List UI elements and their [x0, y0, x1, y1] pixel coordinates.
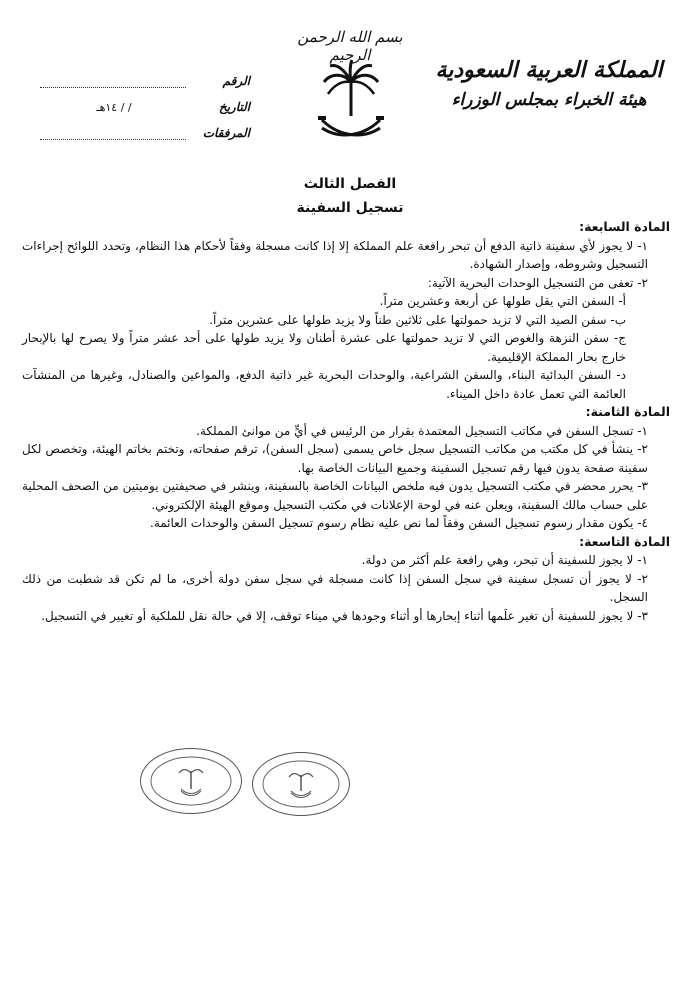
item-text: ينشأ في كل مكتب من مكاتب التسجيل سجل خاص يسمى (سجل السفن)، ترقم صفحاته، وتختم بخاتم الهيئة، وتخصص لكل سفينة صفحة يدون فيها رقم تسجيل السفينة وجميع البيانات الخاصة بها.: [22, 442, 648, 475]
chapter-number: الفصل الثالث: [303, 176, 397, 192]
number-line: [40, 75, 186, 88]
article-item: [22, 551, 648, 570]
number-row: [40, 62, 250, 88]
sub-item: [22, 366, 626, 403]
kingdom-name: المملكة العربية السعودية: [435, 57, 663, 83]
article-item: [22, 274, 648, 293]
item-number: ١-: [637, 238, 648, 253]
attachments-row: [40, 114, 250, 140]
attachments-label: المرفقات: [202, 126, 250, 140]
article-item: [22, 477, 648, 514]
item-text: تعفى من التسجيل الوحدات البحرية الآتية:: [427, 275, 634, 290]
seal-emblem-icon: [141, 749, 241, 813]
sub-item: [22, 329, 626, 366]
item-number: ٤-: [637, 516, 648, 530]
date-value: / / ١٤هـ: [96, 101, 132, 114]
item-number: ٢-: [637, 571, 648, 586]
official-seal: [140, 748, 242, 814]
reference-block: [40, 62, 250, 140]
date-row: [40, 88, 250, 114]
item-text: لا يجوز للسفينة أن تبحر، وهي رافعة علم أكثر من دولة.: [361, 553, 634, 567]
article-item: [22, 422, 648, 441]
item-text: لا يجوز لأي سفينة ذاتية الدفع أن تبحر رافعة علم المملكة إلا إذا كانت مسجلة وفقاً لأحكام هذا النظام، وتحدد اللوائح إجراءات التسجيل وشروطه، وإصدار الشهادة.: [22, 238, 648, 271]
item-text: لا يجوز للسفينة أن تغير علَمها أثناء إبحارها أو أثناء وجودها في ميناء توقف، إلا في حالة نقل للملكية أو تغيير في التسجيل.: [41, 608, 634, 623]
sub-item-text: سفن النزهة والغوص التي لا تزيد حمولتها على عشرة أطنان ولا يزيد طولها على أحد عشر متراً ولا يصرح لها بالإبحار خارج بحار المملكة الإقليمية.: [22, 331, 626, 364]
item-number: ١-: [637, 423, 648, 438]
article-heading: المادة السابعة:: [579, 219, 670, 234]
sub-item-number: ب-: [610, 312, 626, 327]
attachments-line: [40, 127, 186, 140]
saudi-emblem-icon: [316, 58, 386, 148]
seal-emblem-icon: [253, 753, 349, 815]
sub-item-text: السفن التي يقل طولها عن أربعة وعشرين متراً.: [379, 294, 615, 308]
sub-item-number: ج-: [613, 331, 626, 345]
sub-item-number: د-: [616, 368, 626, 382]
item-text: يحرر محضر في مكتب التسجيل يدون فيه ملخص البيانات الخاصة بالسفينة، وينشر في صحيفتين يوميتين من الصحف المحلية على حساب مالك السفينة، ويعلن عنه في لوحة الإعلانات في مكتب التسجيل وموقع الهيئة الإلكتروني.: [22, 479, 648, 512]
sub-item-text: السفن البدائية البناء، والسفن الشراعية، والوحدات البحرية غير ذاتية الدفع، والمواعين والصنادل، وغيرها من المنشآت العائمة التي تعمل عادة داخل الميناء.: [22, 368, 626, 401]
article-item: [22, 237, 648, 274]
item-text: يكون مقدار رسوم تسجيل السفن وفقاً لما نص عليه نظام رسوم تسجيل السفن والوحدات العائمة.: [150, 516, 634, 530]
article-item: [22, 514, 648, 533]
article-item: [22, 570, 648, 607]
item-text: تسجل السفن في مكاتب التسجيل المعتمدة بقرار من الرئيس في أيٍّ من موانئ المملكة.: [196, 423, 634, 438]
sub-item-text: سفن الصيد التي لا تزيد حمولتها على ثلاثين طناً ولا يزيد طولها على عشرين متراً.: [209, 312, 607, 327]
article-item: [22, 440, 648, 477]
item-number: ٢-: [637, 442, 648, 456]
article-heading: المادة التاسعة:: [579, 533, 670, 549]
document-body: [22, 218, 670, 625]
sub-item: [22, 311, 626, 330]
item-number: ٣-: [637, 608, 648, 623]
basmala: بسم الله الرحمن الرحيم: [297, 28, 403, 64]
sub-item-number: أ-: [618, 294, 626, 308]
date-label: التاريخ: [218, 100, 250, 114]
council-name: هيئة الخبراء بمجلس الوزراء: [451, 90, 647, 110]
number-label: الرقم: [222, 74, 250, 88]
official-seal: [252, 752, 350, 816]
sub-item: [22, 292, 626, 311]
article-heading: المادة الثامنة:: [585, 404, 670, 419]
chapter-title: تسجيل السفينة: [296, 200, 404, 216]
article-item: [22, 607, 648, 626]
item-number: ١-: [637, 553, 648, 567]
chapter-heading: [0, 172, 700, 220]
item-number: ٣-: [637, 479, 648, 493]
item-text: لا يجوز أن تسجل سفينة في سجل السفن إذا كانت مسجلة في سجل سفن دولة أخرى، ما لم تكن قد شطبت من ذلك السجل.: [22, 571, 648, 604]
item-number: ٢-: [637, 275, 648, 290]
